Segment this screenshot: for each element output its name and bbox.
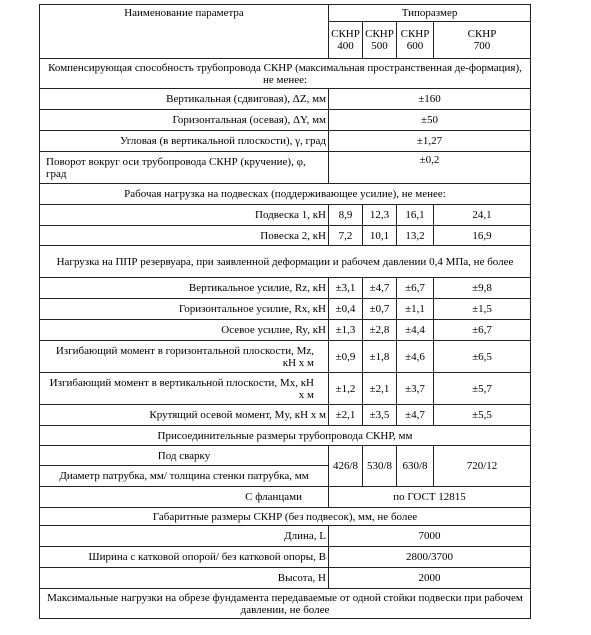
row-value: 2800/3700 — [329, 547, 531, 568]
section-working-load: Рабочая нагрузка на подвесках (поддерживающее усилие), не менее: — [40, 184, 531, 205]
parameters-table — [39, 4, 531, 619]
row-label: Длина, L — [40, 526, 329, 547]
cell-value: ±4,6 — [397, 341, 434, 373]
cell-value: ±4,7 — [363, 278, 397, 299]
row-label: Крутящий осевой момент, My, кН х м — [40, 405, 329, 426]
row-label: Осевое усилие, Ry, кН — [40, 320, 329, 341]
row-label: Высота, H — [40, 568, 329, 589]
cell-value: 16,9 — [434, 226, 531, 246]
cell-value: ±0,7 — [363, 299, 397, 320]
cell-value: ±1,2 — [329, 373, 363, 405]
header-param-name: Наименование параметра — [40, 5, 329, 59]
cell-value: ±6,5 — [434, 341, 531, 373]
cell-value: ±0,9 — [329, 341, 363, 373]
flange-value: по ГОСТ 12815 — [329, 487, 531, 508]
cell-value: ±3,1 — [329, 278, 363, 299]
cell-value: ±1,8 — [363, 341, 397, 373]
cell-value: ±6,7 — [434, 320, 531, 341]
cell-value: ±3,7 — [397, 373, 434, 405]
cell-value: ±0,4 — [329, 299, 363, 320]
section-foundation: Максимальные нагрузки на обрезе фундамента передаваемые от одной стойки подвески при рабочем давлении, не более — [40, 589, 531, 619]
cell-value: 720/12 — [434, 446, 531, 487]
cell-value: ±2,8 — [363, 320, 397, 341]
section-compensating: Компенсирующая способность трубопровода СКНР (максимальная пространственная де-формация), не менее: — [40, 59, 531, 89]
cell-value: ±1,1 — [397, 299, 434, 320]
cell-value: ±1,3 — [329, 320, 363, 341]
header-model-600: СКНР 600 — [397, 22, 434, 59]
cell-value: 426/8 — [329, 446, 363, 487]
cell-value: ±2,1 — [329, 405, 363, 426]
diameter-label: Диаметр патрубка, мм/ толщина стенки патрубка, мм — [40, 466, 329, 487]
weld-label: Под сварку — [40, 446, 329, 466]
cell-value: ±2,1 — [363, 373, 397, 405]
cell-value: 7,2 — [329, 226, 363, 246]
cell-value: ±5,5 — [434, 405, 531, 426]
header-sizes-title: Типоразмер — [329, 5, 531, 22]
cell-value: 530/8 — [363, 446, 397, 487]
row-label: Подвеска 1, кН — [40, 205, 329, 226]
row-value: ±0,2 — [329, 152, 531, 184]
cell-value: 13,2 — [397, 226, 434, 246]
row-label: Вертикальное усилие, Rz, кН — [40, 278, 329, 299]
row-label: Изгибающий момент в горизонтальной плоскости, Mz, кН х м — [40, 341, 329, 373]
cell-value: ±1,5 — [434, 299, 531, 320]
cell-value: 8,9 — [329, 205, 363, 226]
row-value: 7000 — [329, 526, 531, 547]
cell-value: 10,1 — [363, 226, 397, 246]
cell-value: ±9,8 — [434, 278, 531, 299]
header-model-500: СКНР 500 — [363, 22, 397, 59]
row-label: Повеска 2, кН — [40, 226, 329, 246]
cell-value: ±4,4 — [397, 320, 434, 341]
cell-value: 12,3 — [363, 205, 397, 226]
row-label: Горизонтальное усилие, Rx, кН — [40, 299, 329, 320]
cell-value: 24,1 — [434, 205, 531, 226]
row-value: ±1,27 — [329, 131, 531, 152]
cell-value: ±3,5 — [363, 405, 397, 426]
row-value: 2000 — [329, 568, 531, 589]
flange-label: С фланцами — [40, 487, 329, 508]
cell-value: ±4,7 — [397, 405, 434, 426]
header-model-400: СКНР 400 — [329, 22, 363, 59]
row-label: Изгибающий момент в вертикальной плоскости, Mx, кН х м — [40, 373, 329, 405]
cell-value: 16,1 — [397, 205, 434, 226]
section-ppr-load: Нагрузка на ППР резервуара, при заявленной деформации и рабочем давлении 0,4 МПа, не более — [40, 246, 531, 278]
row-label: Ширина с катковой опорой/ без катковой опоры, B — [40, 547, 329, 568]
row-value: ±50 — [329, 110, 531, 131]
row-label: Вертикальная (сдвиговая), ΔZ, мм — [40, 89, 329, 110]
row-value: ±160 — [329, 89, 531, 110]
row-label: Горизонтальная (осевая), ΔY, мм — [40, 110, 329, 131]
cell-value: ±6,7 — [397, 278, 434, 299]
row-label: Поворот вокруг оси трубопровода СКНР (кручение), φ, град — [40, 152, 329, 184]
row-label: Угловая (в вертикальной плоскости), γ, град — [40, 131, 329, 152]
cell-value: 630/8 — [397, 446, 434, 487]
section-overall: Габаритные размеры СКНР (без подвесок), мм, не более — [40, 508, 531, 526]
cell-value: ±5,7 — [434, 373, 531, 405]
section-connection: Присоединительные размеры трубопровода СКНР, мм — [40, 426, 531, 446]
header-model-700: СКНР 700 — [434, 22, 531, 59]
